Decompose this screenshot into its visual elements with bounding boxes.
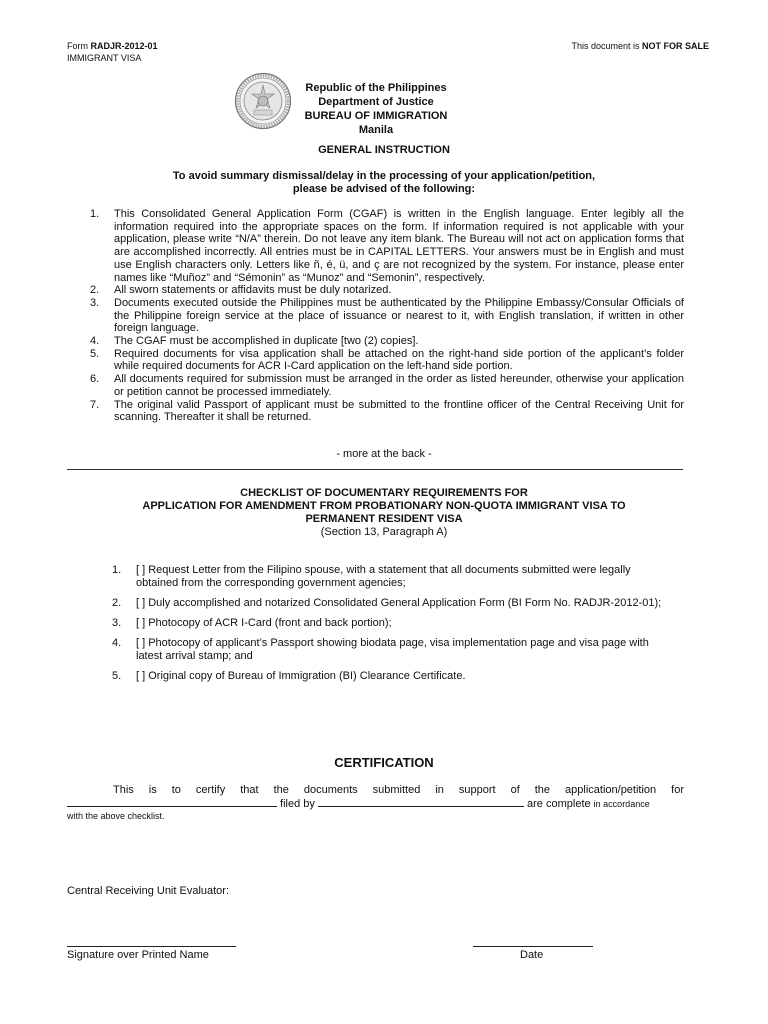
more-at-back-note: - more at the back -	[336, 448, 432, 460]
checklist-section-ref: (Section 13, Paragraph A)	[320, 526, 448, 538]
signature-label: Signature over Printed Name	[67, 949, 209, 961]
item-text: This Consolidated General Application Form (CGAF) is written in the English language. Enter legibly all the information required into the appropriate spaces on the form. If information required is not applicable with your application, please write “N/A” therein. Do not leave any item blank. The Bureau will not act on application forms that are accomplished incorrectly. All entries must be in CAPITAL LETTERS. Your answers must be in English and must use English characters only. Letters like ñ, é, ü, and ç are not recognized by the system. For instance, please enter names like “Muñoz” and “Sémonin” as “Munoz” and “Semonin”, respectively.	[114, 208, 684, 284]
item-number: 3.	[90, 296, 100, 309]
item-text: Required documents for visa application shall be attached on the right-hand side portion of the applicant’s folder while required documents for ACR I-Card application on the left-hand side portion.	[114, 347, 684, 373]
item-text: The CGAF must be accomplished in duplicate [two (2) copies].	[114, 335, 419, 348]
not-for-sale-notice	[571, 40, 709, 52]
instruction-item	[90, 335, 684, 348]
notice-bold: NOT FOR SALE	[642, 41, 709, 51]
certification-fill-line	[67, 797, 684, 810]
form-code: RADJR-2012-01	[90, 41, 158, 51]
item-number: 2.	[112, 597, 122, 609]
item-text: Documents executed outside the Philippines must be authenticated by the Philippine Embassy/Consular Officials of the Philippine foreign service at the place of issuance or nearest to it, with English translation, if written in other foreign language.	[114, 296, 684, 335]
checklist-title-line-1: CHECKLIST OF DOCUMENTARY REQUIREMENTS FOR	[240, 487, 528, 499]
instruction-item	[90, 348, 684, 373]
section-divider	[67, 469, 683, 470]
item-number: 2.	[90, 284, 100, 297]
instruction-item	[90, 284, 684, 297]
agency-block	[294, 81, 458, 137]
item-text: All documents required for submission must be arranged in the order as listed hereunder, otherwise your application or petition cannot be processed immediately.	[114, 373, 684, 398]
application-blank-field[interactable]	[67, 797, 277, 807]
are-complete-text: are complete	[523, 798, 594, 810]
instruction-item	[90, 297, 684, 335]
item-text: [ ] Photocopy of ACR I-Card (front and back portion);	[136, 617, 392, 629]
checklist-title-line-3: PERMANENT RESIDENT VISA	[305, 513, 463, 525]
item-number: 7.	[90, 398, 100, 411]
date-line-field[interactable]	[473, 946, 593, 947]
agency-bureau: BUREAU OF IMMIGRATION	[304, 110, 448, 122]
agency-department: Department of Justice	[318, 96, 434, 108]
item-text: [ ] Photocopy of applicant’s Passport showing biodata page, visa implementation page and visa page with latest arrival stamp; and	[136, 637, 649, 662]
filed-by-blank-field[interactable]	[318, 797, 524, 807]
signature-line-field[interactable]	[67, 946, 236, 947]
evaluator-label: Central Receiving Unit Evaluator:	[67, 885, 230, 897]
form-header	[67, 40, 158, 64]
instruction-list	[90, 208, 684, 424]
notice-prefix: This document is	[571, 41, 642, 51]
item-number: 4.	[112, 637, 122, 649]
form-code-line	[67, 40, 158, 52]
date-label: Date	[520, 949, 544, 961]
item-text: [ ] Request Letter from the Filipino spouse, with a statement that all documents submitted were legally obtained from the corresponding government agencies;	[136, 564, 631, 589]
form-prefix: Form	[67, 41, 91, 51]
instruction-item	[90, 208, 684, 284]
subtitle-line-2: please be advised of the following:	[292, 183, 476, 195]
checklist-item	[112, 564, 672, 590]
certification-checklist-note: with the above checklist.	[67, 811, 165, 821]
general-instruction-title: GENERAL INSTRUCTION	[318, 144, 450, 156]
in-accordance-text: in accordance	[593, 799, 650, 809]
item-text: The original valid Passport of applicant must be submitted to the frontline officer of the Central Receiving Unit for scanning. Thereafter it shall be returned.	[114, 398, 684, 424]
item-text: All sworn statements or affidavits must be duly notarized.	[114, 284, 392, 297]
instruction-item	[90, 399, 684, 424]
bureau-seal-icon	[234, 72, 292, 130]
general-instruction-subtitle	[0, 170, 768, 196]
checklist-item	[112, 597, 672, 610]
subtitle-line-1: To avoid summary dismissal/delay in the processing of your application/petition,	[172, 170, 596, 182]
item-text: [ ] Original copy of Bureau of Immigration (BI) Clearance Certificate.	[136, 670, 466, 682]
item-number: 1.	[112, 564, 122, 576]
item-number: 3.	[112, 617, 122, 629]
visa-type: IMMIGRANT VISA	[67, 53, 142, 63]
checklist-item	[112, 670, 672, 683]
agency-republic: Republic of the Philippines	[305, 82, 447, 94]
requirements-checklist	[112, 564, 672, 690]
instruction-item	[90, 373, 684, 398]
agency-city: Manila	[358, 124, 394, 136]
checklist-title	[0, 487, 768, 526]
filed-by-text: filed by	[277, 798, 318, 810]
certification-title: CERTIFICATION	[334, 755, 434, 770]
item-number: 5.	[112, 670, 122, 682]
item-text: [ ] Duly accomplished and notarized Consolidated General Application Form (BI Form No. RADJR-2012-01);	[136, 597, 662, 609]
item-number: 4.	[90, 335, 100, 348]
checklist-item	[112, 637, 672, 663]
checklist-item	[112, 617, 672, 630]
item-number: 5.	[90, 347, 100, 360]
item-number: 6.	[90, 373, 100, 386]
certification-statement: This is to certify that the documents submitted in support of the application/petition for	[113, 784, 684, 796]
item-number: 1.	[90, 208, 100, 220]
checklist-title-line-2: APPLICATION FOR AMENDMENT FROM PROBATIONARY NON-QUOTA IMMIGRANT VISA TO	[142, 500, 626, 512]
